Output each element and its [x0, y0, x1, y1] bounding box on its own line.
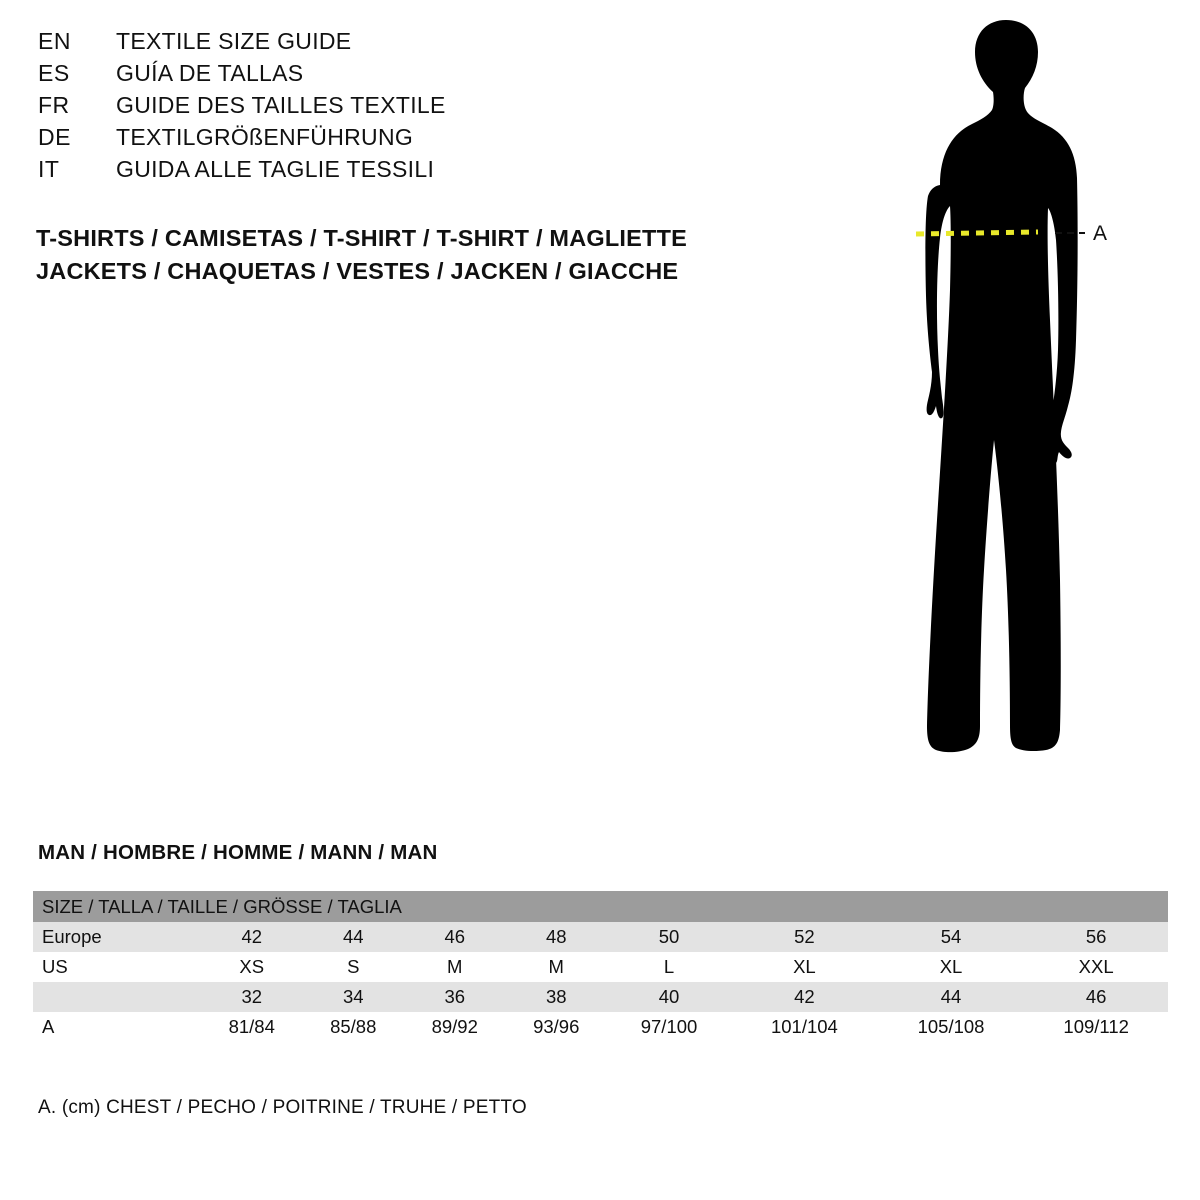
body-silhouette-figure	[820, 20, 1180, 800]
cell: 42	[731, 982, 878, 1012]
row-label: US	[33, 952, 201, 982]
cell: 52	[731, 922, 878, 952]
category-headings	[36, 222, 796, 288]
cell: M	[404, 952, 506, 982]
cell: S	[303, 952, 405, 982]
language-row	[38, 124, 738, 156]
cell: 40	[607, 982, 731, 1012]
language-title: GUIDA ALLE TAGLIE TESSILI	[116, 156, 435, 182]
table-header-label: SIZE / TALLA / TAILLE / GRÖSSE / TAGLIA	[33, 891, 1168, 922]
language-list	[38, 28, 738, 188]
language-code: ES	[38, 60, 70, 86]
cell: L	[607, 952, 731, 982]
language-code: IT	[38, 156, 60, 182]
language-code: EN	[38, 28, 71, 54]
cell: 34	[303, 982, 405, 1012]
table-header-row	[33, 891, 1168, 922]
language-row	[38, 60, 738, 92]
cell: M	[506, 952, 608, 982]
chest-measure-label: A	[1093, 222, 1108, 245]
language-title: TEXTILE SIZE GUIDE	[116, 28, 352, 54]
cell: 109/112	[1024, 1012, 1168, 1042]
chest-leader-line	[1055, 232, 1085, 234]
cell: XXL	[1024, 952, 1168, 982]
table-row	[33, 982, 1168, 1012]
cell: 48	[506, 922, 608, 952]
language-title: GUIDE DES TAILLES TEXTILE	[116, 92, 446, 118]
row-label: Europe	[33, 922, 201, 952]
cell: 42	[201, 922, 303, 952]
language-title: TEXTILGRÖßENFÜHRUNG	[116, 124, 414, 150]
language-title: GUÍA DE TALLAS	[116, 60, 304, 86]
cell: 46	[1024, 982, 1168, 1012]
cell: 50	[607, 922, 731, 952]
category-tshirts: T-SHIRTS / CAMISETAS / T-SHIRT / T-SHIRT / MAGLIETTE	[36, 225, 687, 251]
language-code: FR	[38, 92, 70, 118]
cell: XS	[201, 952, 303, 982]
cell: XL	[878, 952, 1025, 982]
row-label: A	[33, 1012, 201, 1042]
measurement-footnote: A. (cm) CHEST / PECHO / POITRINE / TRUHE / PETTO	[38, 1097, 527, 1118]
cell: 56	[1024, 922, 1168, 952]
cell: 32	[201, 982, 303, 1012]
language-row	[38, 92, 738, 124]
cell: 97/100	[607, 1012, 731, 1042]
cell: 105/108	[878, 1012, 1025, 1042]
cell: 38	[506, 982, 608, 1012]
cell: 44	[303, 922, 405, 952]
language-row	[38, 28, 738, 60]
language-code: DE	[38, 124, 71, 150]
table-row	[33, 1012, 1168, 1042]
cell: 36	[404, 982, 506, 1012]
language-row	[38, 156, 738, 188]
cell: 93/96	[506, 1012, 608, 1042]
cell: 46	[404, 922, 506, 952]
cell: XL	[731, 952, 878, 982]
cell: 85/88	[303, 1012, 405, 1042]
table-row	[33, 922, 1168, 952]
cell: 81/84	[201, 1012, 303, 1042]
category-jackets: JACKETS / CHAQUETAS / VESTES / JACKEN / GIACCHE	[36, 258, 679, 284]
man-section-title: MAN / HOMBRE / HOMME / MANN / MAN	[38, 841, 438, 864]
cell: 101/104	[731, 1012, 878, 1042]
cell: 89/92	[404, 1012, 506, 1042]
cell: 44	[878, 982, 1025, 1012]
table-row	[33, 952, 1168, 982]
cell: 54	[878, 922, 1025, 952]
size-table	[33, 891, 1168, 1042]
silhouette-icon	[820, 20, 1180, 800]
row-label	[33, 982, 201, 1012]
